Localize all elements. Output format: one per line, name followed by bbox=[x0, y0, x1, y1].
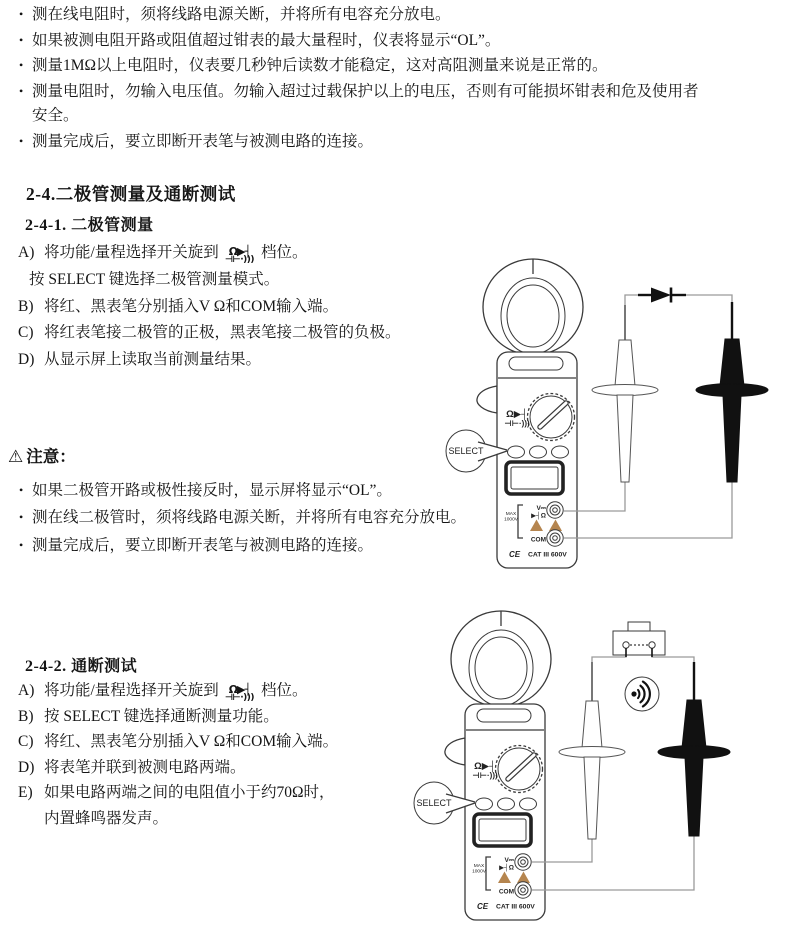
svg-text:⊣⊢·))): ⊣⊢·))) bbox=[504, 419, 530, 428]
note-heading bbox=[8, 443, 76, 467]
select-callout-label: SELECT bbox=[448, 446, 484, 456]
bullet-marker: • bbox=[19, 133, 24, 148]
bullet-marker: • bbox=[19, 537, 24, 552]
bullet-marker: • bbox=[19, 32, 24, 47]
step-b: B) 将红、黑表笔分别插入V Ω和COM输入端。 bbox=[18, 297, 339, 315]
step-d: D) 从显示屏上读取当前测量结果。 bbox=[18, 351, 262, 369]
clamp-trigger bbox=[477, 386, 497, 413]
dial-position-icon: Ω▶┤ bbox=[506, 409, 528, 420]
bullet-marker: • bbox=[19, 7, 24, 21]
dial-position-icon: Ω▶┤ ⊣⊢·))) bbox=[224, 245, 255, 265]
step-d: D) 将表笔并联到被测电路两端。 bbox=[18, 758, 246, 776]
max-rating-label: MAX bbox=[505, 512, 517, 517]
bullet-marker: • bbox=[19, 483, 24, 497]
list-item: • 测量电阻时，勿输入电压值。勿输入超过过载保护以上的电压，否则有可能损坏钳表和危及使用者安全。 bbox=[19, 79, 702, 129]
section-title: 2-4.二极管测量及通断测试 bbox=[26, 184, 236, 204]
step-a: A) 将功能/量程选择开关旋到 Ω▶┤ ⊣⊢·))) 档位。 bbox=[18, 682, 308, 703]
black-lead-wire bbox=[532, 836, 694, 890]
test-probe-black bbox=[696, 302, 768, 482]
svg-text:1000V: 1000V bbox=[504, 517, 518, 523]
warning-triangle-icon: ⚠ bbox=[8, 447, 24, 467]
subsection-title-continuity: 2-4-2. 通断测试 bbox=[25, 658, 138, 675]
diode-measurement-steps bbox=[18, 240, 401, 374]
com-terminal-label: COM bbox=[530, 536, 546, 544]
clamp-meter-illustration bbox=[414, 611, 551, 920]
list-item: • 测在线电阻时，须将线路电源关断，并将所有电容充分放电。 bbox=[19, 2, 702, 28]
list-item: • 测量完成后，要立即断开表笔与被测电路的连接。 bbox=[19, 129, 702, 155]
bullet-marker: • bbox=[19, 510, 24, 525]
bullet-marker: • bbox=[19, 58, 24, 73]
subsection-title-diode: 2-4-1. 二极管测量 bbox=[25, 217, 154, 234]
bullet-marker: • bbox=[19, 83, 24, 98]
step-a-continued: 按 SELECT 键选择二极管测量模式。 bbox=[29, 270, 280, 288]
list-item: • 测量1MΩ以上电阻时，仪表要几秒钟后读数才能稳定，这对高阻测量来说是正常的。 bbox=[19, 53, 702, 79]
resistance-precaution-list bbox=[19, 2, 702, 155]
step-e-continued: 内置蜂鸣器发声。 bbox=[44, 809, 169, 827]
continuity-test-diagram bbox=[532, 622, 730, 890]
test-probe-red bbox=[592, 305, 658, 482]
jaw-release-slot bbox=[509, 357, 563, 370]
step-c: C) 将红表笔接二极管的正极，黑表笔接二极管的负极。 bbox=[18, 324, 401, 342]
test-probe-black bbox=[658, 662, 730, 836]
function-button-2 bbox=[530, 446, 547, 458]
step-c: C) 将红、黑表笔分别插入V Ω和COM输入端。 bbox=[18, 733, 339, 751]
continuity-test-steps bbox=[18, 678, 338, 832]
select-button bbox=[508, 446, 525, 458]
test-probe-red bbox=[559, 662, 625, 839]
diode-note-list bbox=[19, 477, 579, 559]
list-item: • 如果被测电阻开路或阻值超过钳表的最大量程时，仪表将显示“OL”。 bbox=[19, 28, 702, 54]
list-item: • 测在线二极管时，须将线路电源关断，并将所有电容充分放电。 bbox=[19, 504, 579, 531]
dial-position-icon: Ω▶┤ ⊣⊢·))) bbox=[224, 683, 255, 703]
step-e: E) 如果电路两端之间的电阻值小于约70Ω时， bbox=[18, 784, 335, 802]
cat-rating-label: CAT III 600V bbox=[528, 551, 567, 559]
svg-text:▶┤Ω: ▶┤Ω bbox=[531, 512, 546, 520]
list-item: • 如果二极管开路或极性接反时，显示屏将显示“OL”。 bbox=[19, 477, 579, 504]
diode-measurement-diagram bbox=[564, 288, 768, 539]
function-button-3 bbox=[552, 446, 569, 458]
note-label: 注意： bbox=[26, 447, 76, 466]
step-a: A) 将功能/量程选择开关旋到 Ω▶┤ ⊣⊢·))) 档位。 bbox=[18, 244, 308, 265]
circuit-component bbox=[613, 622, 665, 657]
buzzer-icon bbox=[625, 677, 659, 711]
step-b: B) 按 SELECT 键选择通断测量功能。 bbox=[18, 707, 279, 725]
diode-symbol bbox=[638, 288, 686, 303]
black-lead-wire bbox=[564, 482, 732, 538]
list-item: • 测量完成后，要立即断开表笔与被测电路的连接。 bbox=[19, 532, 579, 559]
v-ohm-terminal-label: V⎓ bbox=[536, 505, 546, 512]
ce-mark: CE bbox=[509, 550, 521, 559]
